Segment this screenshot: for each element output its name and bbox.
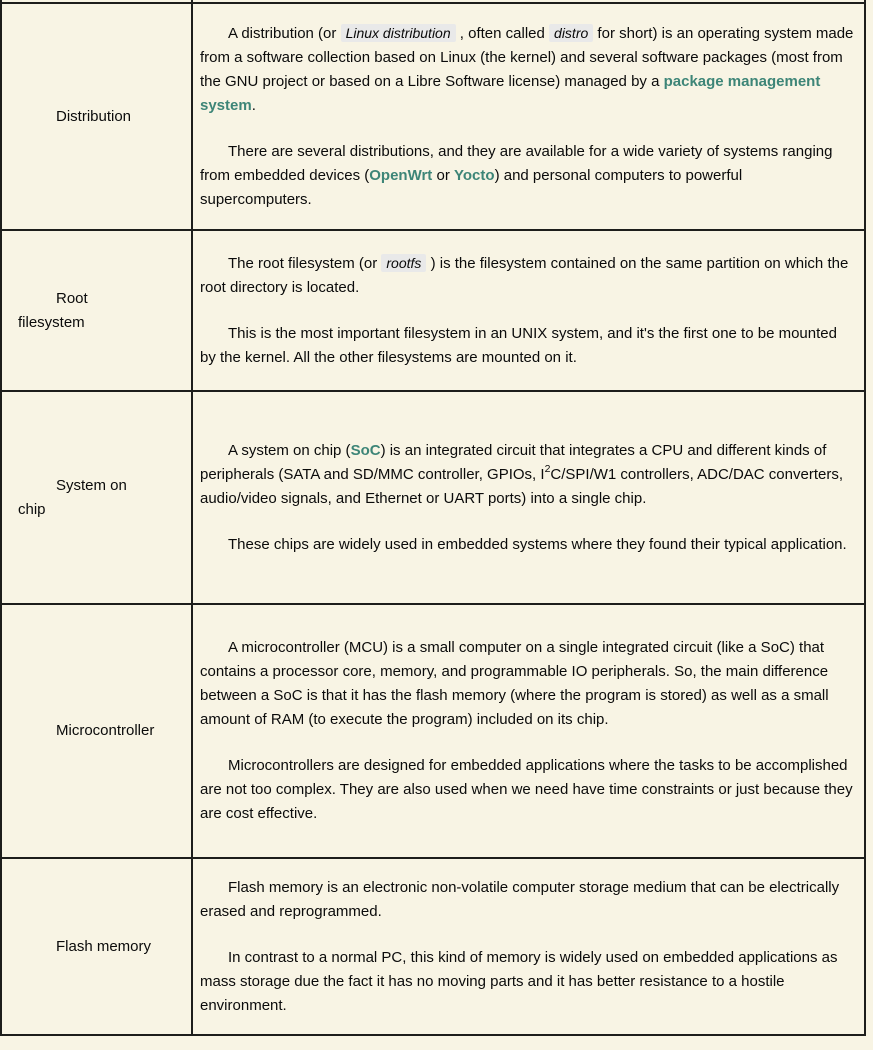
inline-code: Linux distribution <box>341 24 456 42</box>
definition-cell <box>192 604 865 858</box>
glossary-table-body <box>1 0 865 1035</box>
definition-cell <box>192 391 865 604</box>
definition-paragraph: In contrast to a normal PC, this kind of memory is widely used on embedded applications as mass storage due the fact it has no moving parts and it has better resistance to a hostile environment. <box>200 948 838 1014</box>
definition-cell <box>192 858 865 1035</box>
table-row <box>1 858 865 1035</box>
table-row <box>1 391 865 604</box>
term-cell <box>1 604 192 858</box>
term-cell <box>1 391 192 604</box>
definition-paragraph: These chips are widely used in embedded systems where they found their typical application. <box>228 535 847 553</box>
definition-paragraph: There are several distributions, and they are available for a wide variety of systems ranging from embedded devices (OpenWrt or Yocto) and personal computers to powerful supercomputers. <box>200 143 833 208</box>
term-label-flash-memory: Flash memory <box>56 937 152 955</box>
definition-paragraph: Flash memory is an electronic non-volatile computer storage medium that can be electrically erased and reprogrammed. <box>200 878 840 920</box>
superscript: 2 <box>544 462 551 475</box>
link-yocto[interactable]: Yocto <box>454 167 495 184</box>
definition-paragraph: The root filesystem (or rootfs ) is the filesystem contained on the same partition on which the root directory is located. <box>200 255 849 296</box>
link-openwrt[interactable]: OpenWrt <box>369 167 433 184</box>
definition-paragraph: Microcontrollers are designed for embedded applications where the tasks to be accomplished are not too complex. They are also used when we need have time constraints or just because they are cost effective. <box>200 757 853 822</box>
definition-cell <box>192 3 865 230</box>
term-cell <box>1 230 192 391</box>
term-label-system-on-chip: System on chip <box>18 476 127 518</box>
link-package-management-system[interactable]: package management system <box>200 73 821 114</box>
definition-paragraph: A system on chip (SoC) is an integrated circuit that integrates a CPU and different kinds of peripherals (SATA and SD/MMC controller, GPIOs, $I^2C/SPI/W1$ controllers, ADC/DAC converters, audio/video signals, and Ethernet or UART ports) into a single chip. <box>200 441 843 507</box>
definition-cell <box>192 230 865 391</box>
term-label-microcontroller: Microcontroller <box>56 722 155 739</box>
inline-code: distro <box>549 24 593 42</box>
definition-paragraph: A microcontroller (MCU) is a small computer on a single integrated circuit (like a SoC) that contains a processor core, memory, and programmable IO peripherals. So, the main difference between a SoC is that it has the flash memory (where the program is stored) as well as a small amount of RAM (to execute the program) included on its chip. <box>200 639 829 728</box>
link-soc[interactable]: SoC <box>350 441 381 459</box>
term-cell <box>1 3 192 230</box>
term-label-root-filesystem: Root filesystem <box>18 289 88 331</box>
definition-paragraph: This is the most important filesystem in an UNIX system, and it's the first one to be mounted by the kernel. All the other filesystems are mounted on it. <box>200 325 837 366</box>
term-label-distribution: Distribution <box>56 107 132 125</box>
table-row <box>1 604 865 858</box>
table-row <box>1 3 865 230</box>
term-cell <box>1 858 192 1035</box>
inline-code: rootfs <box>381 254 426 272</box>
table-row <box>1 230 865 391</box>
definition-paragraph: A distribution (or Linux distribution , often called distro for short) is an operating system made from a software collection based on Linux (the kernel) and several software packages (most from the GNU project or based on a Libre Software license) managed by a package management system. <box>200 25 854 114</box>
